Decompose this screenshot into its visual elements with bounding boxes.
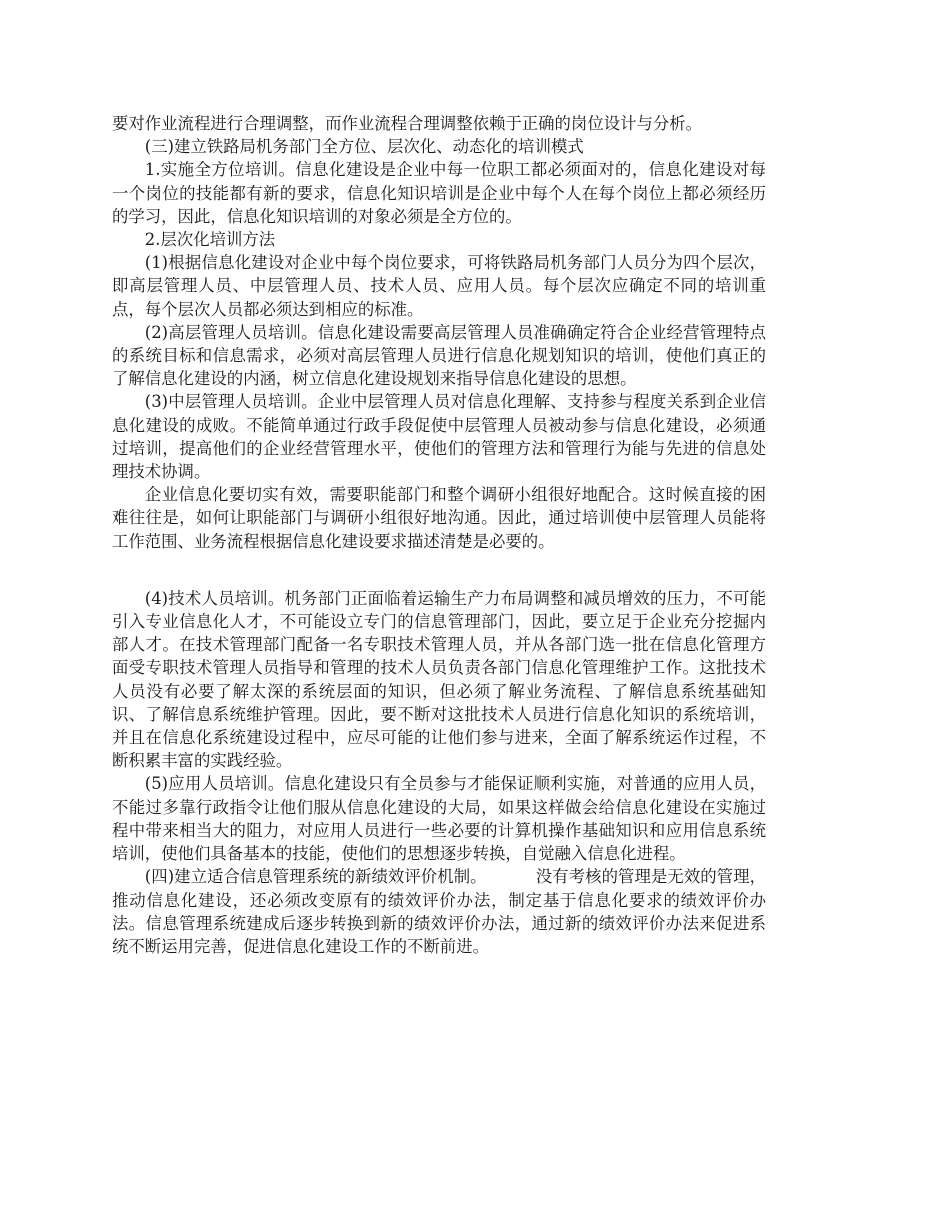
blank-line — [112, 553, 766, 587]
paragraph-performance-evaluation — [112, 865, 766, 958]
paragraph-four-levels: (1)根据信息化建设对企业中每个岗位要求，可将铁路局机务部门人员分为四个层次，即高层管理人员、中层管理人员、技术人员、应用人员。每个层次应确定不同的培训重点，每个层次人员都必须达到相应的标准。 — [112, 253, 766, 319]
section-heading-performance: (四)建立适合信息管理系统的新绩效评价机制。 — [144, 867, 487, 887]
paragraph-senior-training: (2)高层管理人员培训。信息化建设需要高层管理人员准确确定符合企业经营管理特点的系统目标和信息需求，必须对高层管理人员进行信息化规划知识的培训，使他们真正的了解信息化建设的内涵，树立信息化建设规划来指导信息化建设的思想。 — [112, 322, 766, 389]
paragraph-continuation: 要对作业流程进行合理调整，而作业流程合理调整依赖于正确的岗位设计与分析。 — [112, 114, 703, 133]
paragraph-middle-training: (3)中层管理人员培训。企业中层管理人员对信息化理解、支持参与程度关系到企业信息化建设的成败。不能简单通过行政手段促使中层管理人员被动参与信息化建设，必须通过培训，提高他们的企业经营管理水平，使他们的管理方法和管理行为能与先进的信息处理技术协调。 — [112, 392, 766, 482]
paragraph-effective-informatization: 企业信息化要切实有效，需要职能部门和整个调研小组很好地配合。这时候直接的困难往往是，如何让职能部门与调研小组很好地沟通。因此，通过培训使中层管理人员能将工作范围、业务流程根据信息化建设要求描述清楚是必要的。 — [112, 485, 766, 551]
paragraph-user-training: (5)应用人员培训。信息化建设只有全员参与才能保证顺利实施，对普通的应用人员，不能过多靠行政指令让他们服从信息化建设的大局，如果这样做会给信息化建设在实施过程中带来相当大的阻力，对应用人员进行一些必要的计算机操作基础知识和应用信息系统培训，使他们具备基本的技能，使他们的思想逐步转换，自觉融入信息化进程。 — [112, 774, 766, 864]
section-heading-training-model: (三)建立铁路局机务部门全方位、层次化、动态化的培训模式 — [144, 137, 584, 157]
subheading-layered-training: 2.层次化培训方法 — [144, 230, 276, 250]
document-body — [112, 112, 766, 958]
performance-body-text: 没有考核的管理是无效的管理，推动信息化建设，还必须改变原有的绩效评价办法，制定基于信息化要求的绩效评价办法。信息管理系统建成后逐步转换到新的绩效评价办法，通过新的绩效评价办法来促进系统不断运用完善，促进信息化建设工作的不断前进。 — [112, 867, 767, 956]
paragraph-full-training: 1.实施全方位培训。信息化建设是企业中每一位职工都必须面对的，信息化建设对每一个岗位的技能都有新的要求，信息化知识培训是企业中每个人在每个岗位上都必须经历的学习，因此，信息化知识培训的对象必须是全方位的。 — [112, 160, 766, 226]
paragraph-technical-training: (4)技术人员培训。机务部门正面临着运输生产力布局调整和减员增效的压力，不可能引入专业信息化人才，不可能设立专门的信息管理部门，因此，要立足于企业充分挖掘内部人才。在技术管理部门配备一名专职技术管理人员，并从各部门选一批在信息化管理方面受专职技术管理人员指导和管理的技术人员负责各部门信息化管理维护工作。这批技术人员没有必要了解太深的系统层面的知识，但必须了解业务流程、了解信息系统基础知识、了解信息系统维护管理。因此，要不断对这批技术人员进行信息化知识的系统培训，并且在信息化系统建设过程中，应尽可能的让他们参与进来，全面了解系统运作过程，不断积累丰富的实践经验。 — [112, 588, 766, 771]
